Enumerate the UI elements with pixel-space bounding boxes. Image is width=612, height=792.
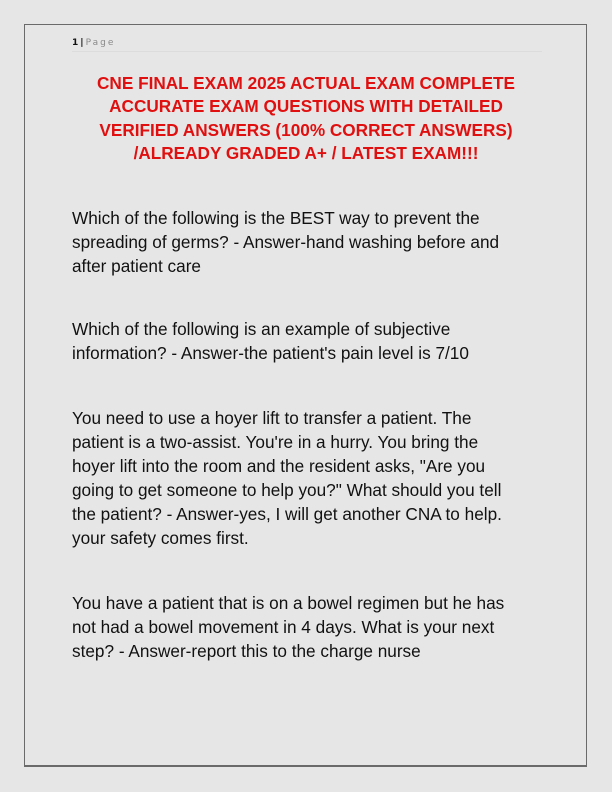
- qa-line: information? - Answer-the patient's pain level is 7/10: [72, 342, 469, 363]
- page-header: [72, 37, 542, 52]
- title-line: VERIFIED ANSWERS (100% CORRECT ANSWERS): [99, 119, 513, 140]
- title-line: /ALREADY GRADED A+ / LATEST EXAM!!!: [133, 142, 479, 163]
- qa-line: patient is a two-assist. You're in a hurry. You bring the: [72, 431, 479, 452]
- document-title: [72, 72, 540, 165]
- title-line: CNE FINAL EXAM 2025 ACTUAL EXAM COMPLETE: [97, 73, 515, 93]
- qa-line: the patient? - Answer-yes, I will get another CNA to help.: [72, 503, 502, 524]
- qa-line: going to get someone to help you?" What should you tell: [72, 479, 502, 500]
- page-number: 1: [72, 38, 79, 48]
- qa-line: not had a bowel movement in 4 days. What is your next: [72, 616, 495, 637]
- question-answer-1: [72, 207, 542, 279]
- page-label: Page: [85, 38, 116, 48]
- question-answer-3: [72, 407, 542, 550]
- qa-line: your safety comes first.: [72, 527, 249, 548]
- page-separator: |: [80, 38, 84, 48]
- qa-line: Which of the following is an example of subjective: [72, 319, 451, 339]
- qa-line: after patient care: [72, 255, 201, 276]
- qa-line: step? - Answer-report this to the charge nurse: [72, 640, 421, 661]
- qa-line: Which of the following is the BEST way to prevent the: [72, 208, 480, 228]
- qa-line: You need to use a hoyer lift to transfer a patient. The: [72, 408, 472, 428]
- qa-line: spreading of germs? - Answer-hand washing before and: [72, 231, 500, 252]
- question-answer-4: [72, 592, 542, 664]
- title-line: ACCURATE EXAM QUESTIONS WITH DETAILED: [109, 96, 503, 117]
- qa-line: You have a patient that is on a bowel regimen but he has: [72, 593, 505, 613]
- qa-line: hoyer lift into the room and the resident asks, "Are you: [72, 455, 486, 476]
- question-answer-2: [72, 318, 542, 366]
